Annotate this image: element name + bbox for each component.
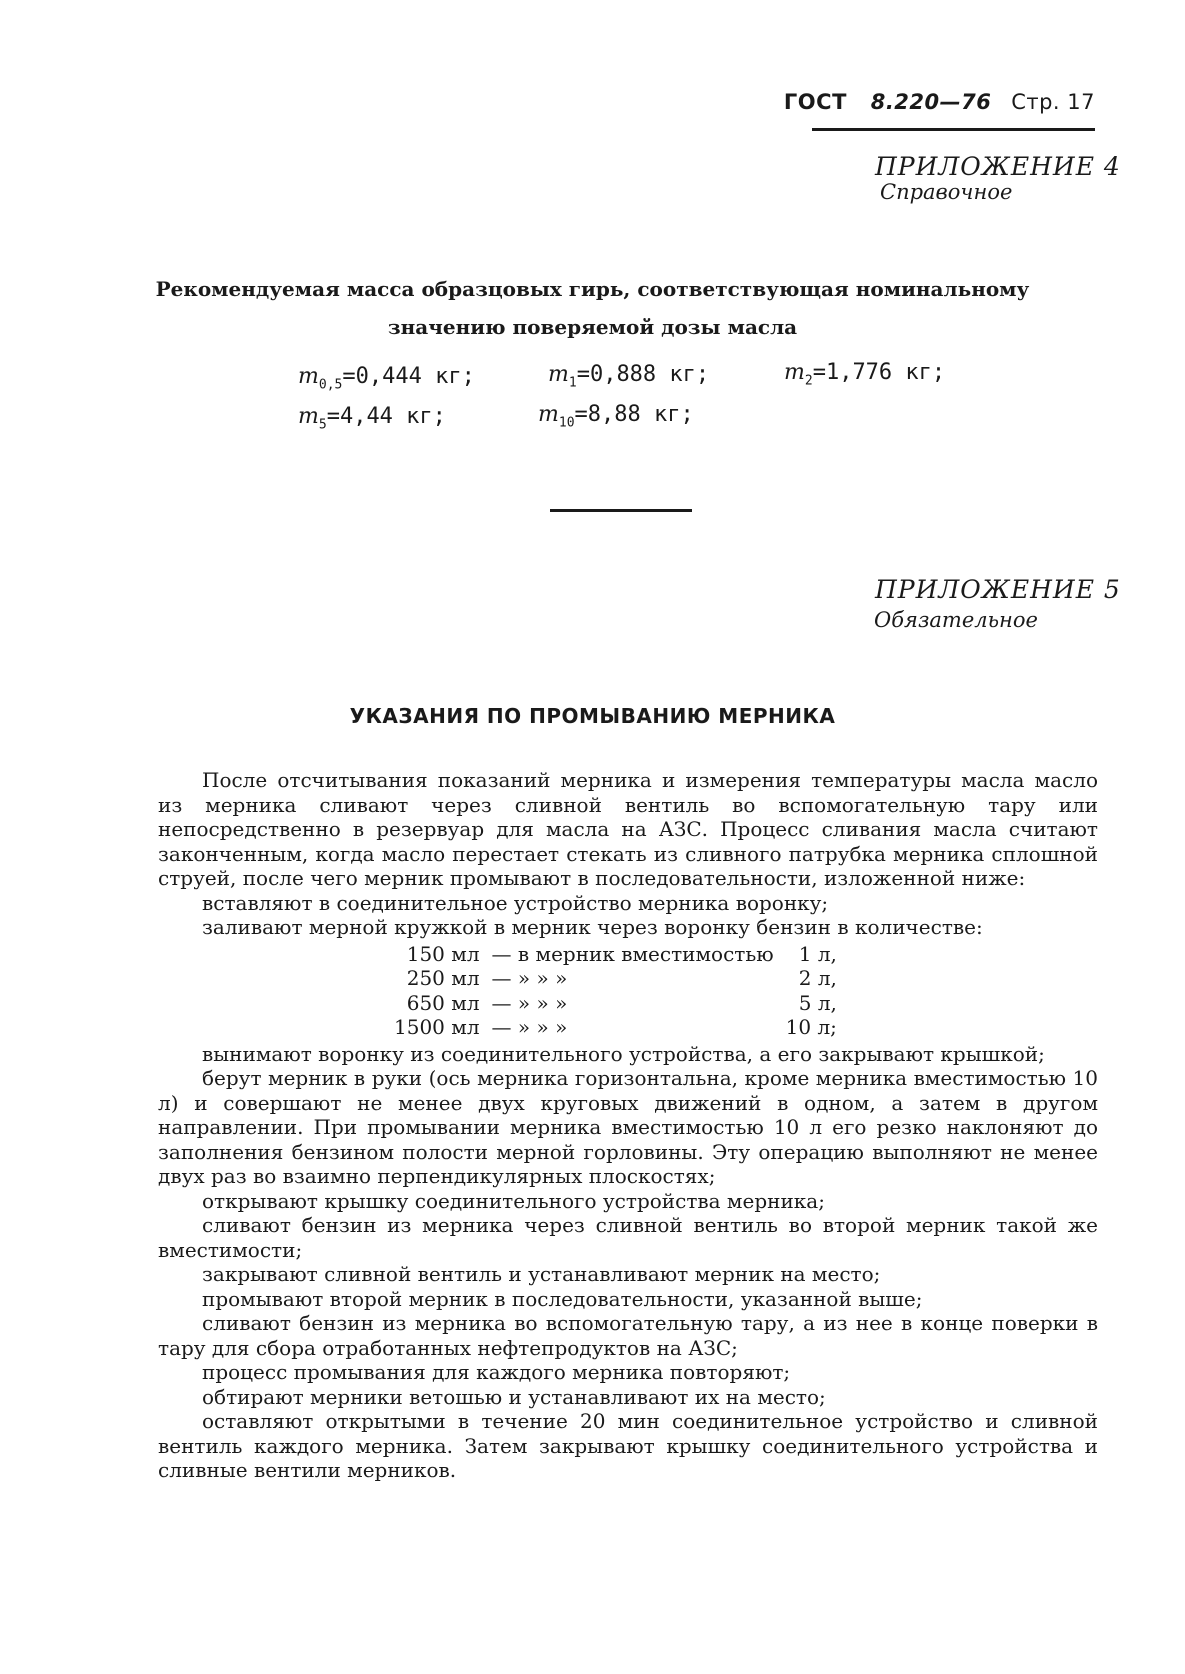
intro-paragraph: После отсчитывания показаний мерника и измерения температуры масла масло из мерника сливают через сливной вентиль во вспомогательную тару или непосредственно в резервуар для масла на АЗС. Процесс сливания масла считают законченным, когда масло перестает стекать из сливного патрубка мерника сплошной струей, после чего мерник промывают в последовательности, изложенной ниже: <box>158 768 1098 890</box>
volume-text: — » » » <box>491 1015 568 1039</box>
volume-capacity: 10 л; <box>785 1015 837 1039</box>
appendix5-type: Обязательное <box>874 608 1038 632</box>
formula-m05 <box>298 364 475 392</box>
appendix5-body <box>158 768 1098 1483</box>
step-drain-aux: сливают бензин из мерника во вспомогательную тару, а из нее в конце поверки в тару для сбора отработанных нефтепродуктов на АЗС; <box>158 1311 1098 1360</box>
formula-symbol: m <box>548 362 569 387</box>
appendix4-type: Справочное <box>880 180 1013 204</box>
formula-m5 <box>298 404 446 432</box>
step-close-valve: закрывают сливной вентиль и устанавливают мерник на место; <box>202 1262 881 1286</box>
volume-capacity: 2 л, <box>798 966 837 990</box>
formula-symbol: m <box>784 360 805 385</box>
page-number: Стр. 17 <box>1011 90 1095 114</box>
step-wipe: обтирают мерники ветошью и устанавливают их на место; <box>202 1384 826 1409</box>
formula-subscript: 10 <box>558 415 575 431</box>
volume-amount: 150 мл <box>406 941 480 966</box>
formula-m10 <box>538 402 694 430</box>
table-row <box>388 991 843 1016</box>
step-leave-open: оставляют открытыми в течение 20 мин соединительное устройство и сливной вентиль каждого мерника. Затем закрывают крышку соединительного устройства и сливные вентили мерников. <box>158 1409 1098 1482</box>
formula-value: =0,888 кг; <box>576 362 710 387</box>
table-row <box>388 966 843 991</box>
formula-value: =4,44 кг; <box>326 404 446 429</box>
header-rule <box>812 128 1095 131</box>
formula-subscript: 0,5 <box>318 377 343 393</box>
appendix4-title: ПРИЛОЖЕНИЕ 4 <box>875 152 1121 181</box>
standard-number: 8.220—76 <box>870 90 992 114</box>
step-open-lid: открывают крышку соединительного устройства мерника; <box>202 1188 825 1213</box>
table-row <box>388 1015 843 1040</box>
appendix5-title: ПРИЛОЖЕНИЕ 5 <box>875 575 1121 604</box>
formula-value: =0,444 кг; <box>342 364 475 389</box>
volume-amount: 650 мл <box>406 990 480 1015</box>
volume-table <box>388 942 843 1040</box>
step-drain-to-second: сливают бензин из мерника через сливной вентиль во второй мерник такой же вместимости; <box>158 1213 1098 1262</box>
formula-subscript: 5 <box>318 417 327 433</box>
step-rotate-measure: берут мерник в руки (ось мерника горизонтальна, кроме мерника вместимостью 10 л) и совершают не менее двух круговых движений в одном, а затем в другом направлении. При промывании мерника вместимостью 10 л его резко наклоняют до заполнения бензином полости мерной горловины. Эту операцию выполняют не менее двух раз во взаимно перпендикулярных плоскостях; <box>158 1066 1098 1188</box>
volume-amount: 1500 мл <box>394 1015 480 1039</box>
volume-capacity: 1 л, <box>798 941 837 966</box>
volume-amount: 250 мл <box>406 966 480 990</box>
appendix4-heading <box>0 270 1185 346</box>
section-divider <box>550 509 692 512</box>
appendix4-heading-line2: значению поверяемой дозы масла <box>387 315 798 339</box>
formula-symbol: m <box>298 404 319 429</box>
appendix4-heading-line1: Рекомендуемая масса образцовых гирь, соответствующая номинальному <box>155 277 1030 301</box>
page-header <box>784 90 1095 114</box>
formula-subscript: 2 <box>804 373 813 389</box>
formula-subscript: 1 <box>568 375 577 391</box>
standard-label: ГОСТ <box>783 90 847 114</box>
step-insert-funnel: вставляют в соединительное устройство мерника воронку; <box>202 890 829 915</box>
volume-text: — в мерник вместимостью <box>491 941 774 966</box>
volume-text: — » » » <box>491 990 568 1015</box>
step-wash-second: промывают второй мерник в последовательности, указанной выше; <box>202 1286 923 1311</box>
formula-m2 <box>784 360 945 388</box>
formula-value: =8,88 кг; <box>574 402 694 427</box>
formula-symbol: m <box>538 402 559 427</box>
formula-m1 <box>548 362 709 390</box>
step-pour-petrol: заливают мерной кружкой в мерник через воронку бензин в количестве: <box>202 915 983 939</box>
formula-value: =1,776 кг; <box>812 360 946 385</box>
step-repeat: процесс промывания для каждого мерника повторяют; <box>202 1360 791 1384</box>
volume-text: — » » » <box>491 966 568 990</box>
table-row <box>388 942 843 967</box>
volume-capacity: 5 л, <box>798 990 837 1015</box>
formula-symbol: m <box>298 364 319 389</box>
appendix5-heading: УКАЗАНИЯ ПО ПРОМЫВАНИЮ МЕРНИКА <box>349 704 836 728</box>
step-remove-funnel: вынимают воронку из соединительного устройства, а его закрывают крышкой; <box>202 1041 1045 1066</box>
